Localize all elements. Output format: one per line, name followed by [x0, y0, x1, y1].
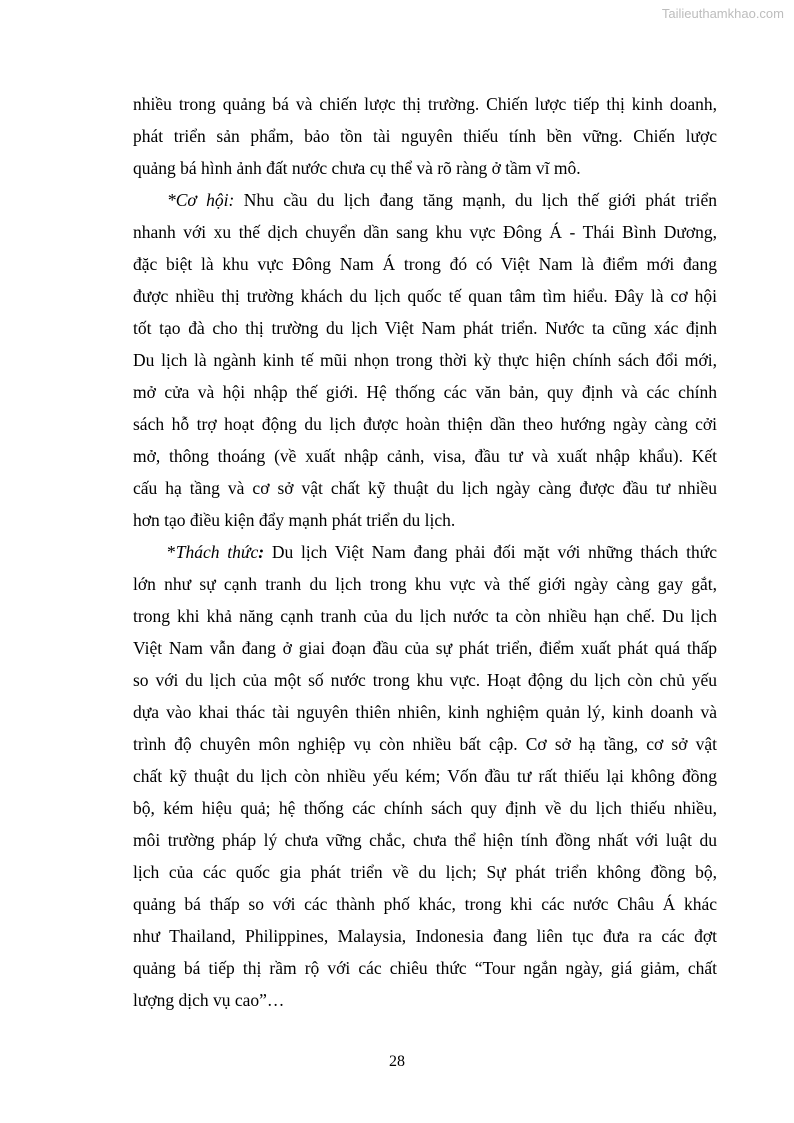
text-line: quảng bá hình ảnh đất nước chưa cụ thể và rõ ràng ở tầm vĩ mô.: [133, 158, 581, 178]
document-body: [133, 88, 717, 1016]
paragraph-opportunity: [133, 184, 717, 536]
text-line: lớn như sự cạnh tranh du lịch trong khu vực và thế giới ngày càng gay gắt,: [133, 574, 717, 594]
text-line: hơn tạo điều kiện đẩy mạnh phát triển du lịch.: [133, 510, 456, 530]
challenge-colon: :: [258, 542, 265, 562]
opportunity-first-line: Nhu cầu du lịch đang tăng mạnh, du lịch thế giới phát triển: [234, 190, 717, 210]
text-line: mở cửa và hội nhập thế giới. Hệ thống các văn bản, quy định và các chính: [133, 382, 717, 402]
opportunity-label: *Cơ hội:: [167, 190, 235, 210]
text-line: so với du lịch của một số nước trong khu vực. Hoạt động du lịch còn chủ yếu: [133, 670, 717, 690]
text-line: quảng bá thấp so với các thành phố khác, trong khi các nước Châu Á khác: [133, 894, 717, 914]
text-line: Du lịch là ngành kinh tế mũi nhọn trong thời kỳ thực hiện chính sách đổi mới,: [133, 350, 717, 370]
text-line: lịch của các quốc gia phát triển về du lịch; Sự phát triển không đồng bộ,: [133, 862, 717, 882]
text-line: [133, 536, 717, 568]
text-line: nhiều trong quảng bá và chiến lược thị trường. Chiến lược tiếp thị kinh doanh,: [133, 94, 717, 114]
watermark-text: Tailieuthamkhao.com: [661, 6, 784, 21]
text-line: như Thailand, Philippines, Malaysia, Indonesia đang liên tục đưa ra các đợt: [133, 926, 717, 946]
text-line: quảng bá tiếp thị rầm rộ với các chiêu thức “Tour ngắn ngày, giá giảm, chất: [133, 958, 717, 978]
text-line: cấu hạ tầng và cơ sở vật chất kỹ thuật du lịch ngày càng được đầu tư nhiều: [133, 478, 717, 498]
challenge-star: *: [167, 542, 176, 562]
text-line: phát triển sản phẩm, bảo tồn tài nguyên thiếu tính bền vững. Chiến lược: [133, 126, 717, 146]
challenge-label: Thách thức: [175, 542, 259, 562]
text-line: Việt Nam vẫn đang ở giai đoạn đầu của sự phát triển, điểm xuất phát quá thấp: [133, 638, 717, 658]
text-line: được nhiều thị trường khách du lịch quốc tế quan tâm tìm hiểu. Đây là cơ hội: [133, 286, 717, 306]
challenge-first-line: Du lịch Việt Nam đang phải đối mặt với những thách thức: [264, 542, 717, 562]
text-line: trong khi khả năng cạnh tranh của du lịch nước ta còn nhiều hạn chế. Du lịch: [133, 606, 717, 626]
text-line: đặc biệt là khu vực Đông Nam Á trong đó có Việt Nam là điểm mới đang: [133, 254, 717, 274]
paragraph-challenge: [133, 536, 717, 1016]
text-line: chất kỹ thuật du lịch còn nhiều yếu kém; Vốn đầu tư rất thiếu lại không đồng: [133, 766, 717, 786]
text-line: trình độ chuyên môn nghiệp vụ còn nhiều bất cập. Cơ sở hạ tầng, cơ sở vật: [133, 734, 717, 754]
text-line: sách hỗ trợ hoạt động du lịch được hoàn thiện dần theo hướng ngày càng cởi: [133, 414, 717, 434]
text-line: [133, 184, 717, 216]
text-line: dựa vào khai thác tài nguyên thiên nhiên, kinh nghiệm quản lý, kinh doanh và: [133, 702, 717, 722]
page-number: 28: [389, 1053, 405, 1070]
text-line: bộ, kém hiệu quả; hệ thống các chính sách quy định về du lịch thiếu nhiều,: [133, 798, 717, 818]
text-line: mở, thông thoáng (về xuất nhập cảnh, visa, đầu tư và xuất nhập khẩu). Kết: [133, 446, 717, 466]
text-line: môi trường pháp lý chưa vững chắc, chưa thể hiện tính đồng nhất với luật du: [133, 830, 717, 850]
text-line: tốt tạo đà cho thị trường du lịch Việt Nam phát triển. Nước ta cũng xác định: [133, 318, 717, 338]
paragraph-continuation: [133, 88, 717, 184]
text-line: nhanh với xu thế dịch chuyển dần sang khu vực Đông Á - Thái Bình Dương,: [133, 222, 717, 242]
text-line: lượng dịch vụ cao”…: [133, 990, 285, 1010]
